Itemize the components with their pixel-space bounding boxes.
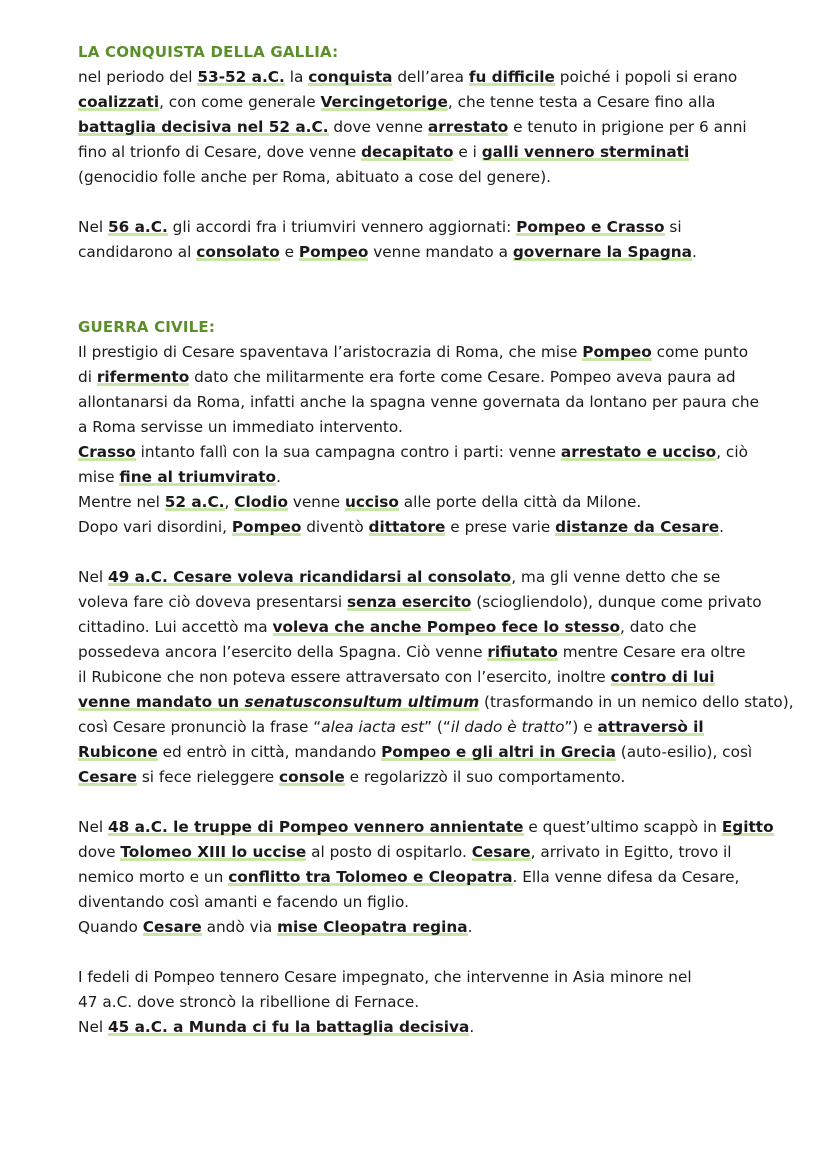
text-run: mentre Cesare era oltre	[557, 643, 746, 661]
text-run: (trasformando in un nemico dello stato),	[479, 693, 794, 711]
text-run: ” (“	[424, 718, 451, 736]
text-line	[78, 815, 774, 840]
text-run: (auto-esilio), così	[615, 743, 753, 761]
highlighted-text: voleva che anche Pompeo fece lo stesso	[272, 618, 620, 636]
text-run: come punto	[651, 343, 749, 361]
text-run: diventò	[301, 518, 369, 536]
text-run: poiché i popoli si erano	[554, 68, 738, 86]
text-run: ,	[224, 493, 235, 511]
text-line	[78, 515, 768, 540]
text-line	[78, 990, 768, 1015]
text-run: Quando	[78, 918, 143, 936]
section-title-guerra-civile: GUERRA CIVILE:	[78, 318, 216, 336]
text-line	[78, 915, 768, 940]
text-run: così Cesare pronunciò la frase “	[78, 718, 322, 736]
text-run: Il prestigio di Cesare spaventava l’aristocrazia di Roma, che mise	[78, 343, 583, 361]
text-run: e i	[453, 143, 482, 161]
highlighted-text: Cesare	[142, 918, 202, 936]
text-line	[78, 415, 768, 440]
text-line	[78, 340, 768, 365]
highlighted-text: ucciso	[344, 493, 399, 511]
highlighted-text: Cesare	[78, 768, 137, 786]
highlighted-text: 53-52 a.C.	[197, 68, 285, 86]
text-run: intanto fallì con la sua campagna contro i parti: venne	[135, 443, 561, 461]
text-run: nel periodo del	[78, 68, 198, 86]
highlighted-text: senza esercito	[346, 593, 472, 611]
text-line	[78, 890, 768, 915]
text-run: , ma gli venne detto che se	[511, 568, 721, 586]
text-line	[78, 615, 768, 640]
highlighted-text: fine al triumvirato	[119, 468, 277, 486]
text-line	[78, 590, 768, 615]
text-run: a Roma servisse un immediato intervento.	[78, 418, 403, 436]
text-run: .	[692, 243, 697, 261]
text-run: andò via	[201, 918, 278, 936]
text-run: al posto di ospitarlo.	[306, 843, 472, 861]
text-run: di	[78, 368, 97, 386]
paragraph-gap	[78, 540, 768, 565]
text-run: si	[664, 218, 682, 236]
highlighted-text: console	[279, 768, 345, 786]
text-line	[78, 365, 768, 390]
text-run: . Ella venne difesa da Cesare,	[512, 868, 740, 886]
highlighted-text: Crasso	[78, 443, 136, 461]
text-run: (sciogliendolo), dunque come privato	[471, 593, 762, 611]
highlighted-text: arrestato	[427, 118, 509, 136]
highlighted-text: coalizzati	[78, 93, 160, 111]
highlighted-text: rifermento	[96, 368, 190, 386]
text-run: allontanarsi da Roma, infatti anche la spagna venne governata da lontano per paura che	[78, 393, 760, 411]
text-run: Nel	[78, 568, 108, 586]
text-run: .	[469, 1018, 475, 1036]
highlighted-text: Pompeo	[582, 343, 652, 361]
highlighted-text: 48 a.C. le truppe di Pompeo vennero annientate	[107, 818, 524, 836]
paragraph-gap	[78, 940, 768, 965]
text-run: la	[284, 68, 309, 86]
text-run: venne mandato a	[368, 243, 513, 261]
text-line	[78, 665, 768, 690]
highlighted-text: arrestato e ucciso	[560, 443, 717, 461]
text-run: ”) e	[564, 718, 598, 736]
text-run: diventando così amanti e facendo un figlio.	[78, 893, 409, 911]
text-line	[78, 490, 768, 515]
text-run: e tenuto in prigione per 6 anni	[508, 118, 747, 136]
text-run: possedeva ancora l’esercito della Spagna. Ciò venne	[78, 643, 488, 661]
text-run: nemico morto e un	[78, 868, 229, 886]
text-line	[78, 240, 768, 265]
text-line	[78, 740, 768, 765]
highlighted-text: senatusconsultum ultimum	[244, 693, 480, 711]
text-run: venne	[287, 493, 345, 511]
text-run: gli accordi fra i triumviri vennero aggiornati:	[167, 218, 517, 236]
text-run: cittadino. Lui accettò ma	[78, 618, 273, 636]
highlighted-text: Cesare	[471, 843, 531, 861]
text-run: dove venne	[328, 118, 428, 136]
text-line	[78, 215, 768, 240]
highlighted-text: mise Cleopatra regina	[277, 918, 468, 936]
section-body-guerra-civile	[78, 340, 794, 1040]
highlighted-text: conquista	[308, 68, 393, 86]
text-run: , dato che	[619, 618, 697, 636]
text-line	[78, 840, 768, 865]
text-line	[78, 140, 768, 165]
highlighted-text: 52 a.C.	[164, 493, 225, 511]
text-run: ed entrò in città, mandando	[157, 743, 382, 761]
highlighted-text: Clodio	[234, 493, 288, 511]
section-body-conquista-gallia	[78, 65, 768, 265]
text-run: .	[276, 468, 281, 486]
text-line	[78, 640, 768, 665]
text-run: dato che militarmente era forte come Cesare. Pompeo aveva paura ad	[189, 368, 736, 386]
highlighted-text: decapitato	[361, 143, 454, 161]
text-run: alea iacta est	[321, 718, 425, 736]
highlighted-text: Rubicone	[78, 743, 158, 761]
text-run: e regolarizzò il suo comportamento.	[344, 768, 626, 786]
text-run: fino al trionfo di Cesare, dove venne	[78, 143, 362, 161]
text-run: voleva fare ciò doveva presentarsi	[78, 593, 347, 611]
highlighted-text: battaglia decisiva nel 52 a.C.	[78, 118, 329, 136]
text-run: Nel	[78, 218, 108, 236]
text-run: e prese varie	[445, 518, 556, 536]
text-line	[78, 865, 768, 890]
text-line	[78, 715, 768, 740]
text-line	[78, 690, 794, 715]
highlighted-text: conflitto tra Tolomeo e Cleopatra	[228, 868, 513, 886]
highlighted-text: fu difficile	[468, 68, 555, 86]
text-line	[78, 90, 768, 115]
highlighted-text: governare la Spagna	[512, 243, 693, 261]
paragraph-gap	[78, 190, 768, 215]
highlighted-text: attraversò il	[597, 718, 704, 736]
text-run: e	[279, 243, 299, 261]
text-run: candidarono al	[78, 243, 197, 261]
text-run: Nel	[78, 1018, 108, 1036]
highlighted-text: contro di lui	[610, 668, 715, 686]
text-run: Mentre nel	[78, 493, 165, 511]
text-run: mise	[78, 468, 120, 486]
text-line	[78, 465, 768, 490]
highlighted-text: 45 a.C. a Munda ci fu la battaglia decisiva	[107, 1018, 470, 1036]
document-page	[78, 40, 794, 1040]
text-line	[78, 65, 768, 90]
highlighted-text: Vercingetorige	[320, 93, 448, 111]
text-run: Dopo vari disordini,	[78, 518, 232, 536]
section-title-conquista-gallia: LA CONQUISTA DELLA GALLIA:	[78, 43, 339, 61]
text-run: I fedeli di Pompeo tennero Cesare impegnato, che intervenne in Asia minore nel	[78, 968, 692, 986]
highlighted-text: venne mandato un	[78, 693, 245, 711]
text-line	[78, 165, 768, 190]
text-line	[78, 765, 768, 790]
text-run: il dado è tratto	[450, 718, 565, 736]
text-line	[78, 1015, 768, 1040]
text-run: .	[467, 918, 473, 936]
text-run: , ciò	[716, 443, 748, 461]
highlighted-text: Tolomeo XIII lo uccise	[120, 843, 307, 861]
text-run: si fece rieleggere	[136, 768, 280, 786]
highlighted-text: 49 a.C. Cesare voleva ricandidarsi al consolato	[107, 568, 512, 586]
highlighted-text: distanze da Cesare	[555, 518, 720, 536]
highlighted-text: rifiutato	[487, 643, 558, 661]
highlighted-text: Pompeo e Crasso	[516, 218, 665, 236]
highlighted-text: galli vennero sterminati	[481, 143, 690, 161]
highlighted-text: Egitto	[721, 818, 774, 836]
section-spacer	[78, 265, 768, 315]
text-line	[78, 565, 768, 590]
highlighted-text: Pompeo	[231, 518, 302, 536]
text-run: 47 a.C. dove stroncò la ribellione di Fernace.	[78, 993, 420, 1011]
highlighted-text: Pompeo	[298, 243, 369, 261]
text-run: .	[719, 518, 724, 536]
highlighted-text: Pompeo e gli altri in Grecia	[381, 743, 616, 761]
text-run: (genocidio folle anche per Roma, abituato a cose del genere).	[78, 168, 552, 186]
text-line	[78, 390, 768, 415]
text-run: Nel	[78, 818, 108, 836]
highlighted-text: 56 a.C.	[107, 218, 168, 236]
text-line	[78, 440, 768, 465]
text-run: alle porte della città da Milone.	[398, 493, 642, 511]
paragraph-gap	[78, 790, 768, 815]
text-run: , che tenne testa a Cesare fino alla	[447, 93, 716, 111]
text-run: dell’area	[392, 68, 469, 86]
text-run: dove	[78, 843, 121, 861]
text-run: e quest’ultimo scappò in	[523, 818, 722, 836]
text-run: , arrivato in Egitto, trovo il	[530, 843, 732, 861]
highlighted-text: dittatore	[368, 518, 446, 536]
text-line	[78, 965, 768, 990]
text-line	[78, 115, 768, 140]
highlighted-text: consolato	[196, 243, 280, 261]
text-run: , con come generale	[159, 93, 321, 111]
text-run: il Rubicone che non poteva essere attraversato con l’esercito, inoltre	[78, 668, 611, 686]
